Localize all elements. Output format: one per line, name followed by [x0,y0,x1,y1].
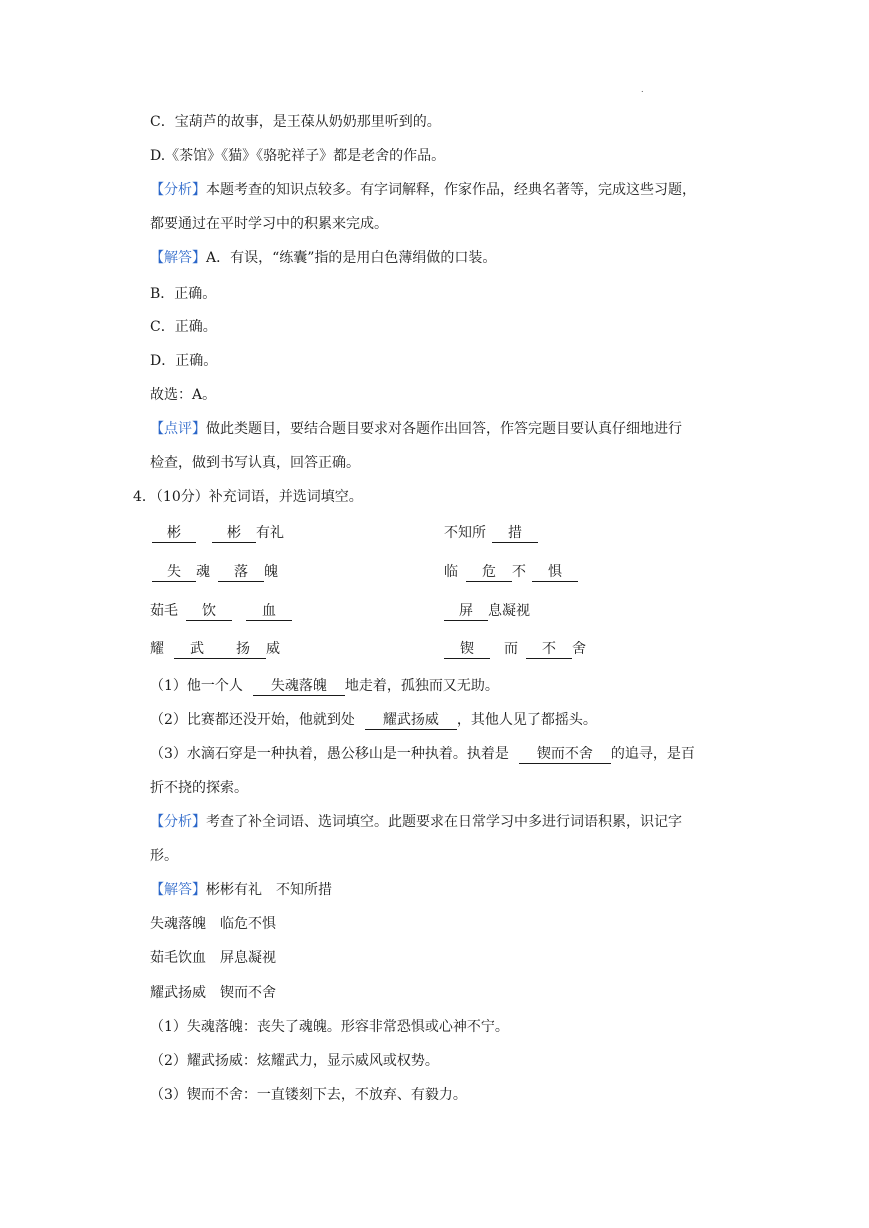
word-text: 魂 [196,564,210,580]
header-mark: . [641,85,644,94]
sentence-text: 的追寻，是百 [610,746,695,762]
analysis-2-line-2: 形。 [150,848,178,864]
answer-tag: 【解答】 [150,250,206,266]
word-text: 威 [266,641,280,657]
blank: 锲 [444,640,490,659]
analysis-1-line-2: 都要通过在平时学习中的积累来完成。 [150,216,388,232]
word-row-1-right [444,523,538,543]
blank: 危 [466,563,512,582]
word-text: 茹毛 [150,603,178,619]
sentence-2 [150,710,597,730]
word-row-3-right [444,601,530,621]
sentence-text: （1）他一个人 [150,678,243,694]
answer-b: B．正确。 [150,286,217,302]
question-4-title: 4．（10分）补充词语，并选词填空。 [133,489,363,505]
answer-2-line-2: 失魂落魄 临危不惧 [150,916,276,932]
sentence-text: 地走着，孤独而又无助。 [344,678,499,694]
sentence-3-cont: 折不挠的探索。 [150,780,248,796]
blank: 落 [218,563,264,582]
word-text: 不知所 [444,525,486,541]
blank: 锲而不舍 [519,745,611,764]
blank: 饮 [186,602,232,621]
word-text: 魄 [264,564,278,580]
blank: 惧 [532,563,578,582]
answer-2-line-3: 茹毛饮血 屏息凝视 [150,950,276,966]
comment-1-line-1 [150,419,682,439]
answer-1-line-1 [150,248,496,268]
word-row-1-left [152,523,284,543]
analysis-text: 考查了补全词语、选词填空。此题要求在日常学习中多进行词语积累，识记字 [206,814,682,830]
explanation-2: （2）耀武扬威：炫耀武力，显示威风或权势。 [150,1053,439,1069]
answer-text: 彬彬有礼 不知所措 [206,882,332,898]
blank: 措 [492,524,538,543]
answer-tag: 【解答】 [150,882,206,898]
sentence-text: （3）水滴石穿是一种执着，愚公移山是一种执着。执着是 [150,746,509,762]
word-text: 舍 [572,641,586,657]
word-row-4-right [444,639,586,659]
blank: 扬 [220,640,266,659]
word-text: 息凝视 [488,603,530,619]
analysis-tag: 【分析】 [150,814,206,830]
explanation-1: （1）失魂落魄：丧失了魂魄。形容非常恐惧或心神不宁。 [150,1019,509,1035]
blank: 耀武扬威 [365,711,457,730]
sentence-text: ，其他人见了都摇头。 [456,712,597,728]
answer-d: D．正确。 [150,353,218,369]
word-text: 临 [444,564,458,580]
blank: 武 [174,640,220,659]
answer-c: C．正确。 [150,319,217,335]
blank: 失魂落魄 [253,677,345,696]
word-row-2-right [444,562,578,582]
word-text: 而 [504,641,518,657]
sentence-1 [150,676,499,696]
blank: 屏 [444,602,488,621]
answer-2-line-4: 耀武扬威 锲而不舍 [150,985,276,1001]
answer-choice: 故选：A。 [150,387,217,403]
word-text: 有礼 [256,525,284,541]
word-text: 不 [512,564,526,580]
analysis-1-line-1 [150,180,696,200]
comment-text: 做此类题目，要结合题目要求对各题作出回答，作答完题目要认真仔细地进行 [206,421,682,437]
comment-1-line-2: 检查，做到书写认真，回答正确。 [150,455,360,471]
analysis-text: 本题考查的知识点较多。有字词解释，作家作品，经典名著等，完成这些习题， [206,182,696,198]
blank: 失 [152,563,196,582]
comment-tag: 【点评】 [150,421,206,437]
word-text: 耀 [150,641,164,657]
blank: 彬 [152,524,196,543]
word-row-3-left [150,601,292,621]
answer-2-line-1 [150,880,332,900]
sentence-text: （2）比赛都还没开始，他就到处 [150,712,355,728]
blank: 彬 [212,524,256,543]
blank: 不 [526,640,572,659]
option-d: D.《茶馆》《猫》《骆驼祥子》都是老舍的作品。 [150,148,446,164]
option-c: C．宝葫芦的故事，是王葆从奶奶那里听到的。 [150,114,441,130]
word-row-4-left [150,639,280,659]
analysis-2-line-1 [150,812,682,832]
word-row-2-left [152,562,278,582]
blank: 血 [246,602,292,621]
analysis-tag: 【分析】 [150,182,206,198]
answer-text: A．有误，“练囊”指的是用白色薄绢做的口装。 [206,250,497,266]
sentence-3 [150,744,695,764]
explanation-3: （3）锲而不舍：一直镂刻下去，不放弃、有毅力。 [150,1087,467,1103]
